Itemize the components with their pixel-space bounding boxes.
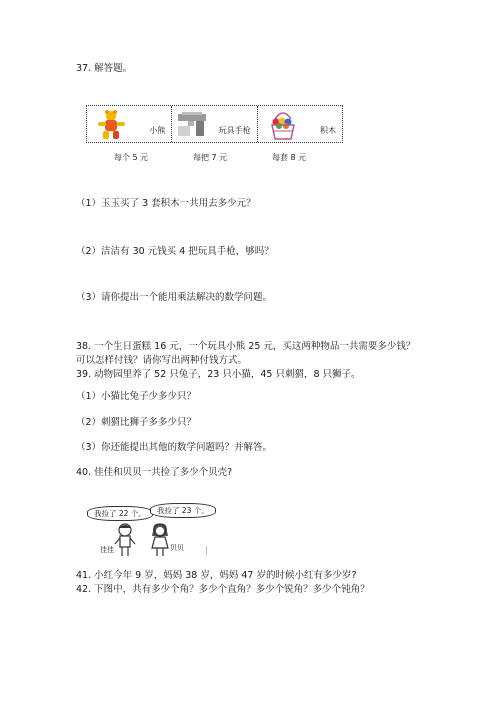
toy-bear-icon: [95, 109, 129, 141]
goods-label-blocks: 积木: [319, 126, 336, 135]
speech-bubble-left: 我捡了 22 个。: [87, 506, 153, 521]
q38-line1: 38. 一个生日蛋糕 16 元，一个玩具小熊 25 元，买这两种物品一共需要多少钱？: [76, 341, 416, 352]
goods-cell-bear: [87, 106, 172, 142]
q41-title: 41. 小红今年 9 岁，妈妈 38 岁，妈妈 47 岁的时候小红有多少岁?: [76, 570, 357, 581]
goods-label-bear: 小熊: [149, 126, 166, 135]
q37-sub1: （1）玉玉买了 3 套积木一共用去多少元？: [76, 198, 256, 209]
price-gun: 每把 7 元: [193, 153, 228, 162]
blocks-basket-icon: [266, 109, 300, 141]
goods-cell-blocks: [258, 106, 342, 142]
speech-bubble-right: 我捡了 23 个。: [150, 503, 216, 518]
image-edge-mark: [206, 546, 207, 555]
boy-figure-icon: [112, 523, 138, 557]
toy-gun-icon: [176, 110, 212, 140]
q40-title: 40. 佳佳和贝贝一共捡了多少个贝壳?: [76, 467, 233, 478]
q42-title: 42. 下图中，共有多少个角？多少个直角？多少个锐角？多少个钝角？: [76, 584, 370, 595]
kid-name-right: 贝贝: [170, 544, 184, 552]
q39-sub2: （2）刺猬比狮子多多少只？: [76, 417, 197, 428]
q37-sub2: （2）洁洁有 30 元钱买 4 把玩具手枪，够吗？: [76, 246, 274, 257]
q37-sub3: （3）请你提出一个能用乘法解决的数学问题。: [76, 292, 273, 303]
q37-title: 37. 解答题。: [76, 63, 133, 74]
goods-table: [86, 105, 343, 143]
q39-title: 39. 动物园里养了 52 只兔子，23 只小猫，45 只刺猬，8 只狮子。: [76, 369, 361, 380]
q39-sub1: （1）小猫比兔子少多少只？: [76, 391, 197, 402]
q39-sub3: （3）你还能提出其他的数学问题吗？并解答。: [76, 442, 273, 453]
goods-cell-gun: [172, 106, 257, 142]
goods-label-gun: 玩具手枪: [218, 126, 251, 135]
price-bear: 每个 5 元: [114, 153, 149, 162]
price-blocks: 每套 8 元: [272, 153, 307, 162]
q38-line2: 可以怎样付钱？请你写出两种付钱方式。: [76, 355, 248, 366]
kid-name-left: 佳佳: [100, 546, 114, 554]
